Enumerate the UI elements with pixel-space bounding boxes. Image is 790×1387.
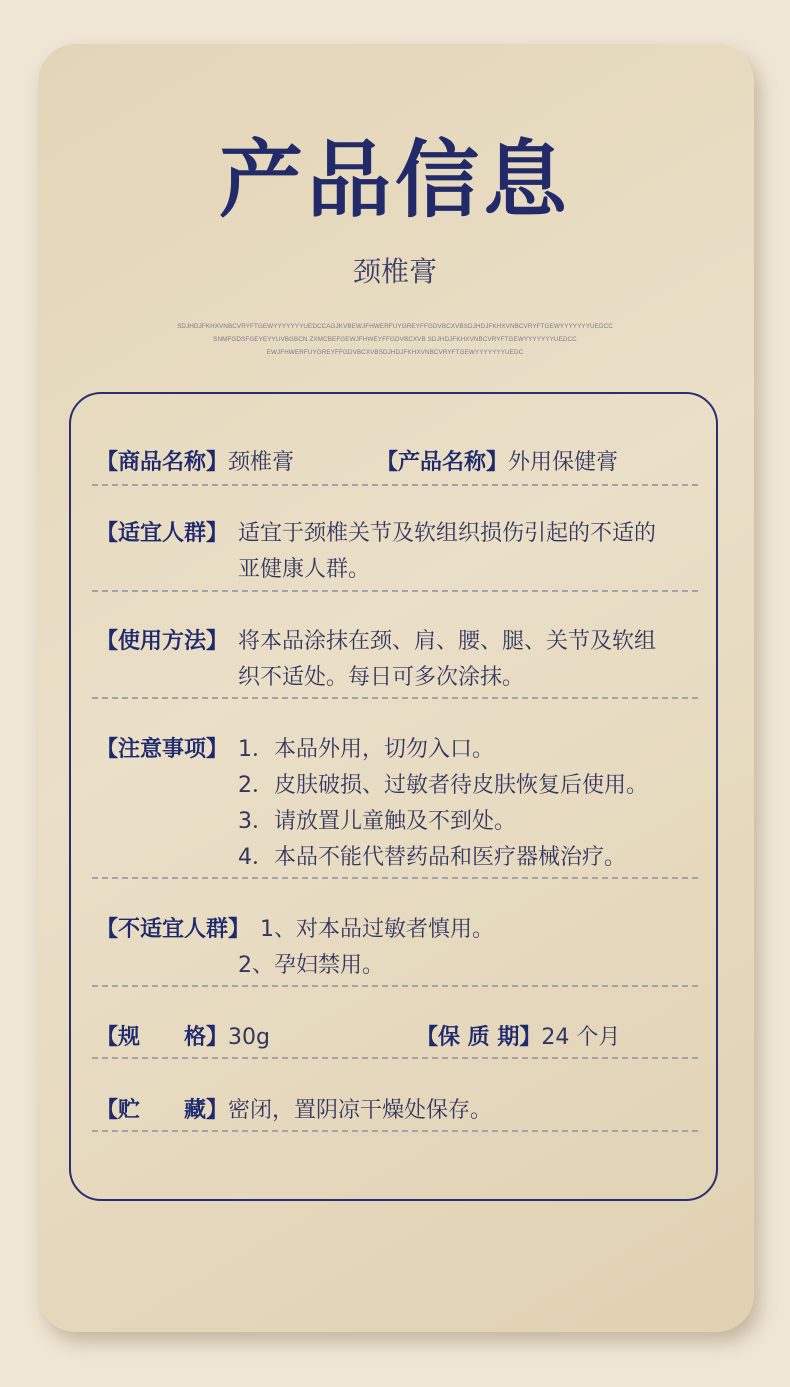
product-name-label: 【产品名称】 — [376, 450, 509, 475]
divider — [92, 697, 698, 699]
divider — [92, 985, 698, 987]
trade-name-row — [96, 445, 294, 481]
caution-label: 【注意事项】 — [96, 737, 229, 762]
product-name-row — [376, 445, 618, 481]
unsuitable-line: 2、孕妇禁用。 — [238, 953, 384, 978]
product-name-value: 外用保健膏 — [508, 450, 619, 475]
usage-label: 【使用方法】 — [96, 629, 229, 654]
page-subtitle: 颈椎膏 — [352, 255, 437, 288]
caution-line: 2．皮肤破损、过敏者待皮肤恢复后使用。 — [238, 773, 648, 798]
divider — [92, 1130, 698, 1132]
caution-line: 4．本品不能代替药品和医疗器械治疗。 — [238, 845, 626, 870]
spec-row — [96, 1020, 270, 1056]
divider — [92, 484, 698, 486]
usage-line: 织不适处。每日可多次涂抹。 — [238, 665, 525, 690]
spec-value: 30g — [228, 1025, 270, 1050]
shelf-life-value: 24 个月 — [541, 1025, 621, 1050]
divider — [92, 877, 698, 879]
shelf-life-row — [416, 1020, 620, 1056]
decorative-text-line: SDJHDJFKHXVNBCVRYFTGEWYYYYYYYUEDCCAGJKVBEWJFHWERFUYGREYFFGDVBCXVBSDJHDJFKHXVNBCVRYFTGEWYYYYYYYUEDCC — [177, 323, 613, 330]
storage-label: 【贮 藏】 — [96, 1098, 229, 1123]
usage-line: 将本品涂抹在颈、肩、腰、腿、关节及软组 — [238, 629, 657, 654]
storage-value: 密闭，置阴凉干燥处保存。 — [228, 1098, 493, 1123]
trade-name-value: 颈椎膏 — [228, 450, 295, 475]
divider — [92, 590, 698, 592]
target-line: 适宜于颈椎关节及软组织损伤引起的不适的 — [238, 521, 657, 546]
spec-label: 【规 格】 — [96, 1025, 229, 1050]
decorative-text-line: EWJFHWERFUYGREYFFGDVBCXVBSDJHDJFKHXVNBCVRYFTGEWYYYYYYYUEDC — [266, 349, 524, 356]
storage-row — [96, 1093, 492, 1129]
target-line: 亚健康人群。 — [238, 557, 371, 582]
shelf-life-label: 【保 质 期】 — [416, 1025, 542, 1050]
caution-line: 3．请放置儿童触及不到处。 — [238, 809, 516, 834]
unsuitable-line: 1、对本品过敏者慎用。 — [260, 917, 494, 942]
page-title: 产品信息 — [218, 131, 571, 229]
caution-line: 1．本品外用，切勿入口。 — [238, 737, 494, 762]
trade-name-label: 【商品名称】 — [96, 450, 229, 475]
decorative-text-line: SNMFGDSFGEYEYYUVBGBCN ZXMCBEFGEWJFHWEYFFGDVBCXVB SDJHDJFKHXVNBCVRYFTGEWYYYYYYYUEDCC — [213, 336, 577, 343]
target-label: 【适宜人群】 — [96, 521, 229, 546]
unsuitable-label: 【不适宜人群】 — [96, 917, 251, 942]
divider — [92, 1057, 698, 1059]
